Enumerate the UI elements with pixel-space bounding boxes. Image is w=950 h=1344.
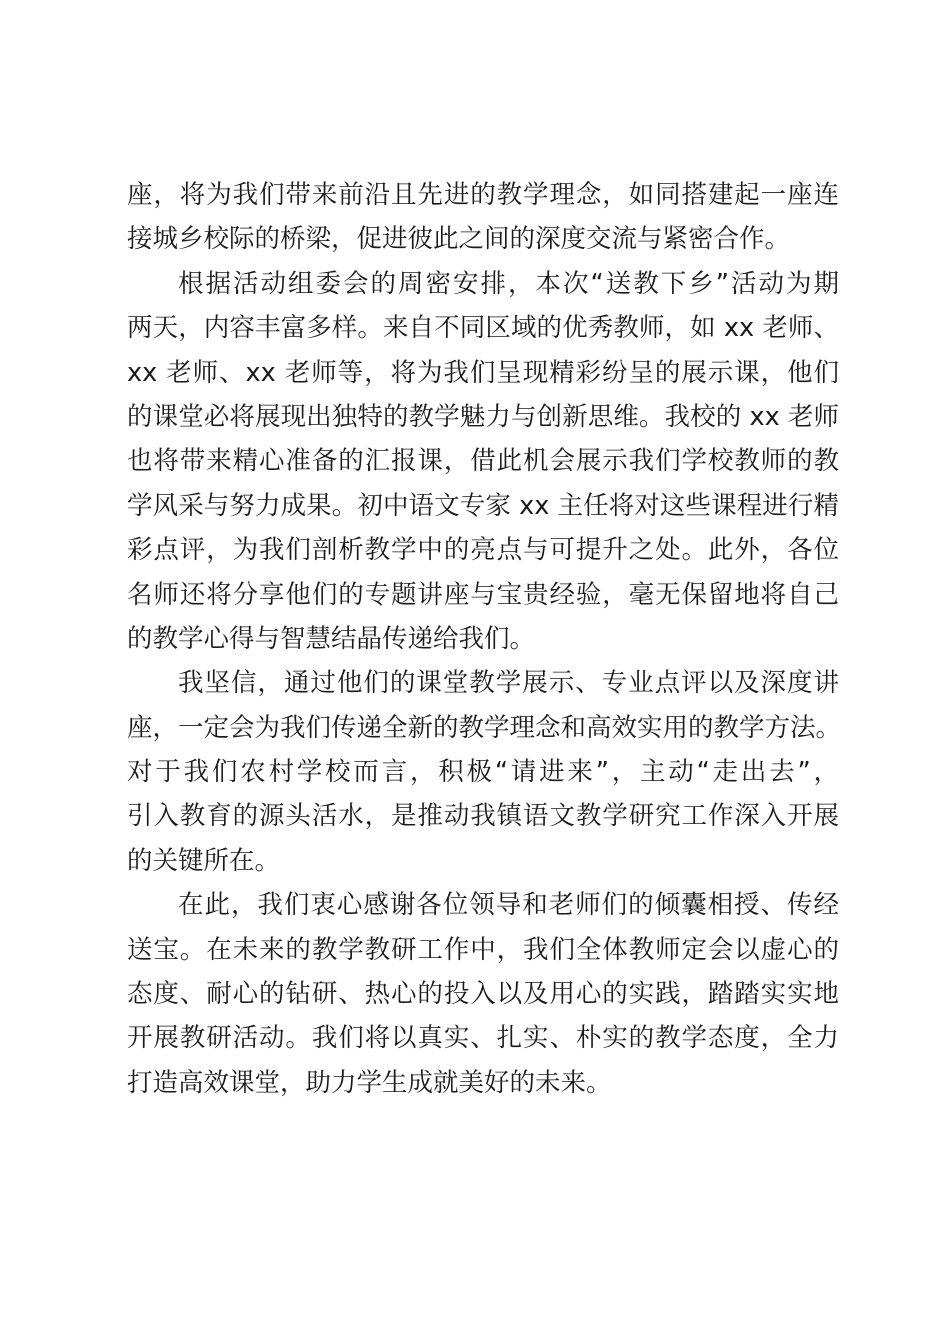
- paragraph-2-line-2: 两天，内容丰富多样。来自不同区域的优秀教师，如 xx 老师、: [127, 313, 839, 344]
- paragraph-3-line-2: 座，一定会为我们传递全新的教学理念和高效实用的教学方法。: [127, 712, 842, 743]
- paragraph-2-line-5: 也将带来精心准备的汇报课，借此机会展示我们学校教师的教: [127, 446, 839, 477]
- paragraph-4-line-3: 态度、耐心的钻研、热心的投入以及用心的实践，踏踏实实地: [127, 979, 839, 1010]
- paragraph-4-line-2: 送宝。在未来的教学教研工作中，我们全体教师定会以虚心的: [127, 934, 839, 965]
- paragraph-2-line-7: 彩点评，为我们剖析教学中的亮点与可提升之处。此外，各位: [127, 535, 839, 566]
- paragraph-4-line-4: 开展教研活动。我们将以真实、扎实、朴实的教学态度，全力: [127, 1023, 839, 1054]
- paragraph-2-line-9: 的教学心得与智慧结晶传递给我们。: [127, 623, 536, 654]
- paragraph-2-line-1: 根据活动组委会的周密安排，本次“送教下乡”活动为期: [178, 268, 839, 299]
- paragraph-2-line-3: xx 老师、xx 老师等，将为我们呈现精彩纷呈的展示课，他们: [127, 357, 839, 388]
- paragraph-3-line-4: 引入教育的源头活水，是推动我镇语文教学研究工作深入开展: [127, 801, 839, 832]
- paragraph-4-line-5: 打造高效课堂，助力学生成就美好的未来。: [127, 1067, 612, 1098]
- paragraph-3-line-5: 的关键所在。: [127, 845, 281, 876]
- paragraph-3-line-3: 对于我们农村学校而言，积极“请进来”，主动“走出去”，: [127, 757, 839, 788]
- paragraph-2-line-6: 学风采与努力成果。初中语文专家 xx 主任将对这些课程进行精: [127, 490, 839, 521]
- paragraph-1-line-2: 接城乡校际的桥梁，促进彼此之间的深度交流与紧密合作。: [127, 224, 791, 255]
- paragraph-2-line-4: 的课堂必将展现出独特的教学魅力与创新思维。我校的 xx 老师: [127, 401, 839, 432]
- paragraph-4-line-1: 在此，我们衷心感谢各位领导和老师们的倾囊相授、传经: [178, 890, 839, 921]
- paragraph-2-line-8: 名师还将分享他们的专题讲座与宝贵经验，毫无保留地将自己: [127, 579, 839, 610]
- paragraph-1-line-1: 座，将为我们带来前沿且先进的教学理念，如同搭建起一座连: [127, 180, 839, 210]
- paragraph-3-line-1: 我坚信，通过他们的课堂教学展示、专业点评以及深度讲: [178, 668, 839, 699]
- document-body: [127, 173, 842, 1105]
